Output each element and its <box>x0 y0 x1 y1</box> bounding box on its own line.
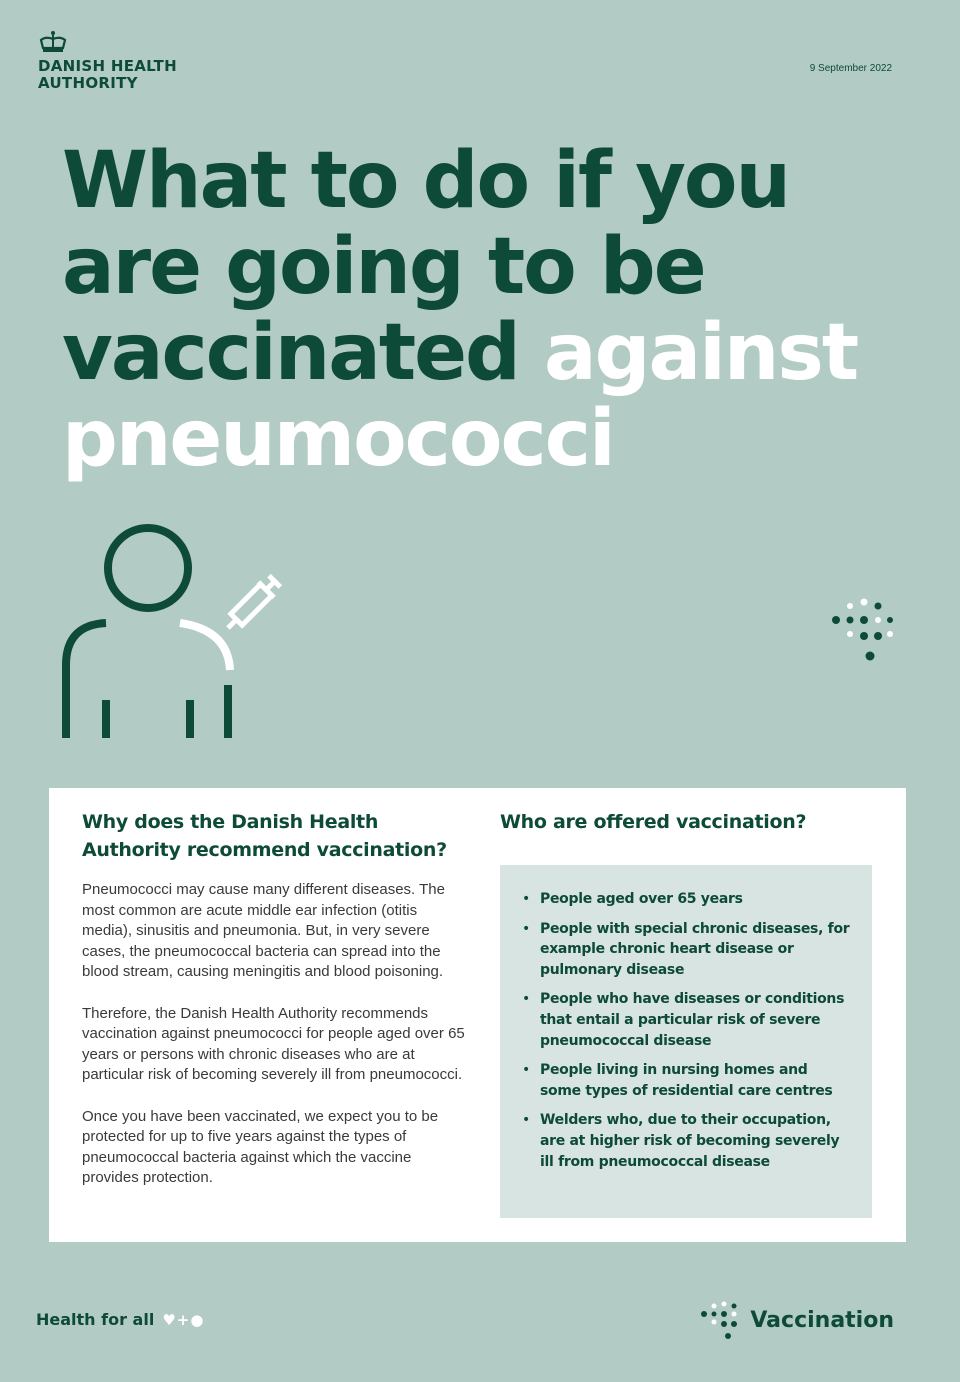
eligibility-list <box>500 865 872 1172</box>
list-item: • People living in nursing homes and some types of residential care centres <box>522 1062 833 1099</box>
bullet: • <box>522 991 530 1008</box>
publication-date: 9 September 2022 <box>809 63 892 74</box>
eligibility-box <box>500 865 872 1218</box>
title-light: against pneumococci <box>62 308 858 484</box>
bullet: • <box>522 1112 530 1129</box>
person-vaccination-icon <box>58 520 308 745</box>
title-dark: What to do if you are going to be vaccinated <box>62 136 790 398</box>
logo-line2: AUTHORITY <box>38 74 138 92</box>
who-heading: Who are offered vaccination? <box>500 811 807 833</box>
footer-brand <box>700 1300 894 1340</box>
logo <box>38 30 177 92</box>
why-section <box>82 808 467 1210</box>
list-item: • Welders who, due to their occupation, are at higher risk of becoming severely ill from pneumococcal disease <box>522 1112 840 1170</box>
why-body <box>82 880 467 1189</box>
info-card <box>49 788 906 1242</box>
footer-slogan <box>36 1310 204 1329</box>
slogan-text: Health for all <box>36 1310 155 1329</box>
why-paragraph: Once you have been vaccinated, we expect you to be protected for up to five years against the types of pneumococcal bacteria against which the vaccine provides protection. <box>82 1107 439 1187</box>
bullet: • <box>522 891 530 907</box>
logo-line1: DANISH HEALTH <box>38 57 177 75</box>
bullet: • <box>522 920 530 937</box>
crown-icon <box>38 30 68 54</box>
brand-label: Vaccination <box>750 1307 894 1333</box>
who-section <box>500 808 872 1170</box>
dots-pattern-icon <box>828 596 896 664</box>
why-paragraph: Pneumococci may cause many different diseases. The most common are acute middle ear infection (otitis media), sinusitis and pneumonia. But, in very severe cases, the pneumococcal bacteria can spread into the blood stream, causing meningitis and blood poisoning. <box>82 881 445 981</box>
list-item: • People who have diseases or conditions that entail a particular risk of severe pneumococcal disease <box>522 991 845 1049</box>
why-paragraph: Therefore, the Danish Health Authority recommends vaccination against pneumococci for people aged over 65 years or persons with chronic diseases who are at particular risk of becoming severely ill from pneumococci. <box>82 1004 465 1084</box>
heart-plus-dot-icon: ♥+● <box>162 1310 205 1329</box>
why-heading: Why does the Danish Health Authority recommend vaccination? <box>82 811 447 861</box>
list-item: • People with special chronic diseases, for example chronic heart disease or pulmonary disease <box>522 920 850 978</box>
bullet: • <box>522 1062 530 1079</box>
vaccination-dots-icon <box>700 1300 744 1340</box>
page-title <box>62 138 922 482</box>
list-item: • People aged over 65 years <box>518 889 852 910</box>
